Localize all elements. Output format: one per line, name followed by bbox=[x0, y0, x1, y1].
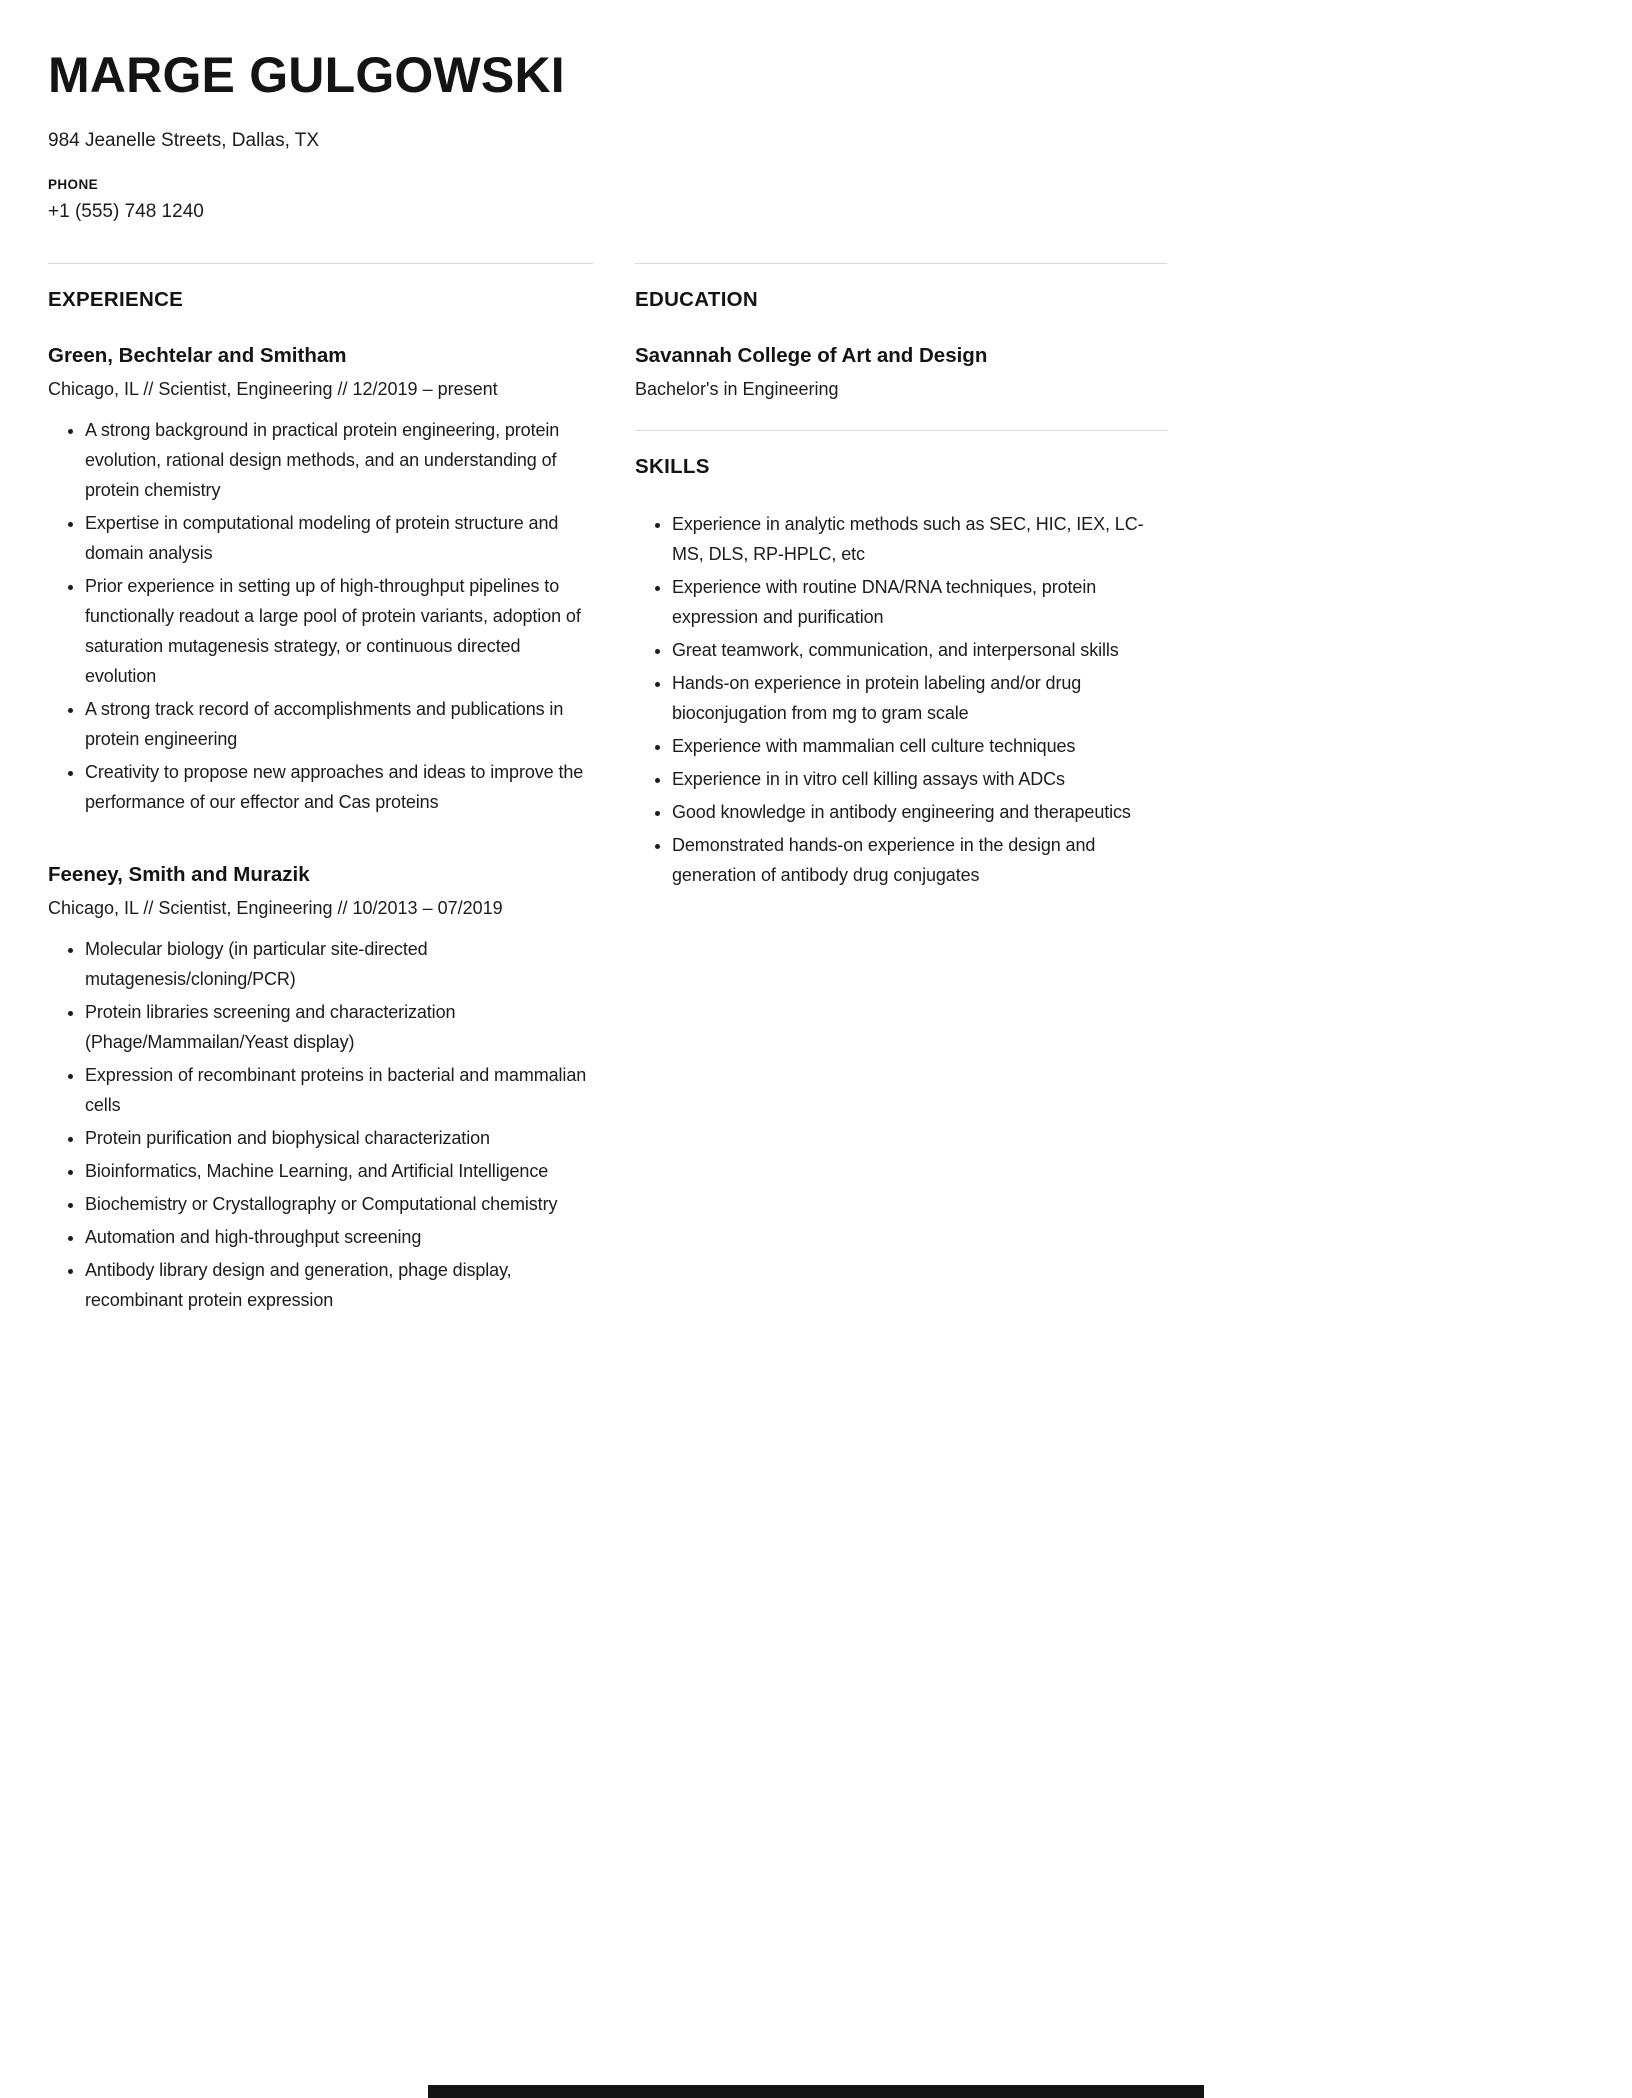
left-column bbox=[48, 233, 593, 1318]
experience-heading: EXPERIENCE bbox=[48, 288, 184, 311]
right-column bbox=[635, 233, 1167, 1318]
candidate-address: 984 Jeanelle Streets, Dallas, TX bbox=[48, 130, 320, 151]
phone-label: PHONE bbox=[48, 177, 99, 192]
skill-item: • Great teamwork, communication, and interpersonal skills bbox=[672, 635, 1167, 665]
job-bullet-list bbox=[48, 415, 593, 817]
job-bullet-list bbox=[48, 934, 593, 1315]
company-name: Green, Bechtelar and Smitham bbox=[48, 344, 347, 367]
job-bullet-item: • Molecular biology (in particular site-directed mutagenesis/cloning/PCR) bbox=[85, 934, 593, 994]
resume-columns bbox=[48, 233, 1584, 1318]
job-bullet-item: • A strong background in practical protein engineering, protein evolution, rational design methods, and an understanding of protein chemistry bbox=[85, 415, 593, 505]
skill-item: • Experience with mammalian cell culture techniques bbox=[672, 731, 1167, 761]
job-bullet-item: • Biochemistry or Crystallography or Computational chemistry bbox=[85, 1189, 593, 1219]
education-entry bbox=[635, 344, 1167, 400]
job-meta: Chicago, IL // Scientist, Engineering // 12/2019 – present bbox=[48, 379, 498, 399]
skill-item: • Experience with routine DNA/RNA techniques, protein expression and purification bbox=[672, 572, 1167, 632]
company-name: Feeney, Smith and Murazik bbox=[48, 863, 310, 886]
degree-name: Bachelor's in Engineering bbox=[635, 379, 839, 399]
phone-number: +1 (555) 748 1240 bbox=[48, 201, 204, 222]
job-meta: Chicago, IL // Scientist, Engineering // 10/2013 – 07/2019 bbox=[48, 898, 503, 918]
candidate-name: MARGE GULGOWSKI bbox=[48, 47, 565, 103]
skills-list bbox=[635, 509, 1167, 890]
education-heading: EDUCATION bbox=[635, 288, 759, 311]
skill-item: • Hands-on experience in protein labeling and/or drug bioconjugation from mg to gram scale bbox=[672, 668, 1167, 728]
skills-heading: SKILLS bbox=[635, 455, 710, 478]
skill-item: • Experience in analytic methods such as SEC, HIC, IEX, LC-MS, DLS, RP-HPLC, etc bbox=[672, 509, 1167, 569]
job-bullet-item: • Protein libraries screening and characterization (Phage/Mammailan/Yeast display) bbox=[85, 997, 593, 1057]
job-bullet-item: • Automation and high-throughput screening bbox=[85, 1222, 593, 1252]
job-bullet-item: • Creativity to propose new approaches and ideas to improve the performance of our effector and Cas proteins bbox=[85, 757, 593, 817]
job-bullet-item: • Antibody library design and generation, phage display, recombinant protein expression bbox=[85, 1255, 593, 1315]
job-bullet-item: • A strong track record of accomplishments and publications in protein engineering bbox=[85, 694, 593, 754]
skill-item: • Demonstrated hands-on experience in the design and generation of antibody drug conjugates bbox=[672, 830, 1167, 890]
job-entry-1 bbox=[48, 344, 593, 817]
job-bullet-item: • Protein purification and biophysical characterization bbox=[85, 1123, 593, 1153]
resume-header bbox=[48, 46, 1584, 223]
school-name: Savannah College of Art and Design bbox=[635, 344, 988, 367]
page-footer-bar bbox=[428, 2085, 1204, 2098]
job-bullet-item: • Prior experience in setting up of high-throughput pipelines to functionally readout a large pool of protein variants, adoption of saturation mutagenesis strategy, or continuous directed evolution bbox=[85, 571, 593, 691]
job-entry-2 bbox=[48, 863, 593, 1315]
education-section bbox=[635, 263, 1167, 400]
job-bullet-item: • Bioinformatics, Machine Learning, and Artificial Intelligence bbox=[85, 1156, 593, 1186]
skill-item: • Experience in in vitro cell killing assays with ADCs bbox=[672, 764, 1167, 794]
job-bullet-item: • Expression of recombinant proteins in bacterial and mammalian cells bbox=[85, 1060, 593, 1120]
experience-section bbox=[48, 263, 593, 1315]
skill-item: • Good knowledge in antibody engineering and therapeutics bbox=[672, 797, 1167, 827]
job-bullet-item: • Expertise in computational modeling of protein structure and domain analysis bbox=[85, 508, 593, 568]
skills-section bbox=[635, 430, 1167, 890]
